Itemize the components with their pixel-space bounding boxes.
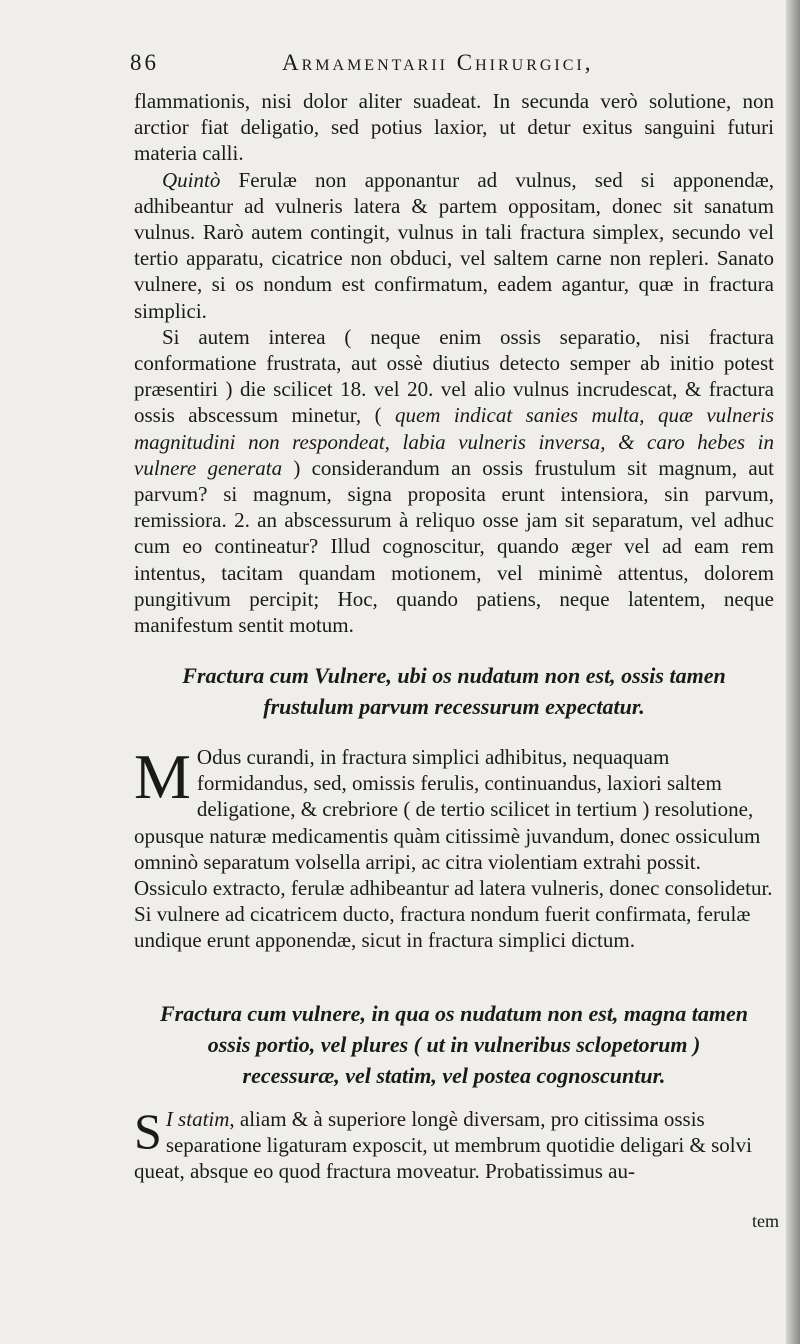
paragraph-2-text: Ferulæ non apponantur ad vulnus, sed si apponendæ, adhibeantur ad vulneris latera & partem oppositam, donec sit sanatum vulnus. Rarò autem contingit, vulnus in tali fractura simplex, secundo vel tertio apparatu, cicatrice non obduci, vel saltem carne non repleri. Sanato vulnere, si os nondum est confirmatum, eadem agantur, quæ in fractura simplici. [134, 167, 774, 323]
paragraph-2-lead: Quintò [162, 167, 221, 192]
paragraph-2 [134, 167, 774, 324]
heading-1-line-2: frustulum parvum recessurum expectatur. [263, 694, 645, 719]
paragraph-5 [134, 1103, 774, 1185]
section-heading-1 [134, 660, 774, 722]
paragraph-4-text: Odus curandi, in fractura simplici adhibitus, nequaquam formidandus, sed, omissis ferulis, continuandus, laxiori saltem deligatione, & crebriore ( de tertio scilicet in tertium ) resolutione, opusque naturæ medicamentis quàm citissimè juvandum, donec ossiculum omninò separatum volsella arripi, ac citra violentiam extrahi possit. Ossiculo extracto, ferulæ adhibeantur ad latera vulneris, donec consolidetur. Si vulnere ad cicatricem ducto, fractura nondum fuerit confirmata, ferulæ undique erunt apponendæ, sicut in fractura simplici dictum. [134, 745, 773, 953]
heading-2-line-3: recessuræ, vel statim, vel postea cognoscuntur. [242, 1063, 666, 1088]
paragraph-3 [134, 324, 774, 638]
page-header [130, 50, 690, 86]
heading-1-line-1: Fractura cum Vulnere, ubi os nudatum non est, ossis tamen [182, 663, 726, 688]
running-title: Armamentarii Chirurgici, [282, 50, 594, 75]
heading-2-line-2: ossis portio, vel plures ( ut in vulneribus sclopetorum ) [207, 1032, 701, 1057]
paragraph-1: flammationis, nisi dolor aliter suadeat. In secunda verò solutione, non arctior fiat deligatio, sed potius laxior, ut detur exitus sanguini futuri materia calli. [134, 89, 774, 166]
paragraph-3-italic: quem indicat sanies multa, quæ vulneris magnitudini non respondeat, labia vulneris inversa, & caro hebes in vulnere generata [134, 403, 774, 480]
catchword: tem [752, 1211, 779, 1231]
page-number: 86 [130, 50, 159, 75]
text-block-2 [134, 741, 774, 954]
text-block-3 [134, 1103, 774, 1185]
paragraph-3-text-a: Si autem interea ( neque enim ossis separatio, nisi fractura conformatione frustrata, aut ossè diutius detecto semper ab initio potest præsentiri ) die scilicet 18. vel 20. vel alio vulnus incrudescat, & fractura ossis abscessum minetur, ( [134, 324, 774, 428]
section-heading-2 [134, 998, 774, 1091]
paragraph-5-lead: I statim [165, 1107, 230, 1131]
heading-2-line-1: Fractura cum vulnere, in qua os nudatum non est, magna tamen [159, 1001, 749, 1026]
drop-cap-s: S [134, 1103, 162, 1159]
text-block-1 [134, 88, 774, 638]
paragraph-5-text: , aliam & à superiore longè diversam, pro citissima ossis separatione ligaturam exposcit, ut membrum quotidie deligari & solvi queat, absque eo quod fractura moveatur. Probatissimus au- [134, 1107, 752, 1184]
paragraph-4 [134, 741, 774, 954]
paragraph-3-text-b: ) considerandum an ossis frustulum sit magnum, aut parvum? si magnum, signa proposita erunt intensiora, sin parvum, remissiora. 2. an abscessurum à reliquo osse jam sit separatum, vel adhuc cum eo contineatur? Illud cognoscitur, quando æger vel ad eam rem intentus, tacitam quandam motionem, vel minimè attentus, dolorem pungitivum percipit; Hoc, quando patiens, neque latentem, neque manifestum sentit motum. [134, 455, 774, 638]
book-spine-shadow [786, 0, 800, 1344]
drop-cap-m: M [134, 741, 191, 812]
